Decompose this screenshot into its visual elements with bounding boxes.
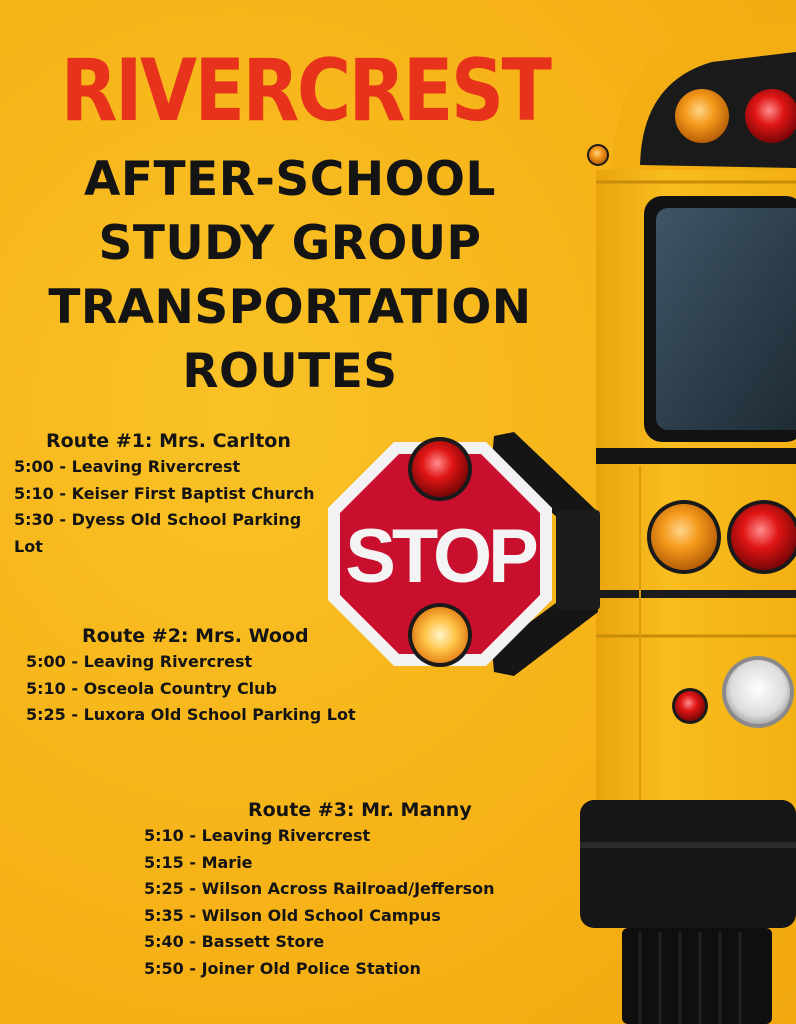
route-stop: 5:10 - Leaving Rivercrest (144, 826, 371, 845)
upper-amber-light (675, 89, 729, 143)
brake-light (731, 504, 796, 570)
route-heading: Route #1: Mrs. Carlton (46, 430, 291, 452)
route-stop: 5:00 - Leaving Rivercrest (14, 457, 241, 476)
bus-bumper (580, 800, 796, 928)
stop-sign-bottom-light (412, 607, 468, 663)
stop-sign-label: STOP (345, 514, 535, 599)
route-stop: 5:25 - Wilson Across Railroad/Jefferson (144, 879, 495, 898)
route-1 (14, 428, 344, 560)
route-stop: 5:35 - Wilson Old School Campus (144, 905, 441, 925)
subtitle-line: STUDY GROUP (98, 216, 482, 271)
route-heading: Route #2: Mrs. Wood (82, 625, 309, 647)
bus-window (656, 208, 796, 430)
route-2 (26, 623, 406, 729)
backup-light (726, 660, 790, 724)
subtitle-line: AFTER-SCHOOL (84, 152, 496, 207)
route-stop: 5:10 - Keiser First Baptist Church (14, 483, 315, 503)
reflector-light (675, 691, 705, 721)
route-stop-list (26, 649, 406, 729)
route-stop: 5:40 - Bassett Store (144, 932, 325, 951)
bus-tire (622, 928, 772, 1024)
route-stop-list (14, 454, 344, 560)
route-stop: Lot (14, 536, 43, 556)
route-stop: 5:10 - Osceola Country Club (26, 678, 278, 698)
flyer-subtitle (0, 148, 580, 404)
marker-light (589, 146, 607, 164)
route-stop-list (144, 823, 564, 982)
route-stop: 5:00 - Leaving Rivercrest (26, 652, 253, 671)
flyer-title: RIVERCREST (60, 41, 550, 141)
route-stop: 5:25 - Luxora Old School Parking Lot (26, 705, 356, 724)
route-stop: 5:15 - Marie (144, 852, 253, 872)
route-3 (144, 797, 564, 982)
subtitle-line: TRANSPORTATION (48, 280, 532, 335)
route-heading: Route #3: Mr. Manny (248, 799, 472, 821)
route-stop: 5:50 - Joiner Old Police Station (144, 958, 421, 978)
subtitle-line: ROUTES (182, 344, 398, 399)
stop-sign-top-light (412, 441, 468, 497)
turn-signal-light (651, 504, 717, 570)
route-stop: 5:30 - Dyess Old School Parking (14, 510, 302, 529)
